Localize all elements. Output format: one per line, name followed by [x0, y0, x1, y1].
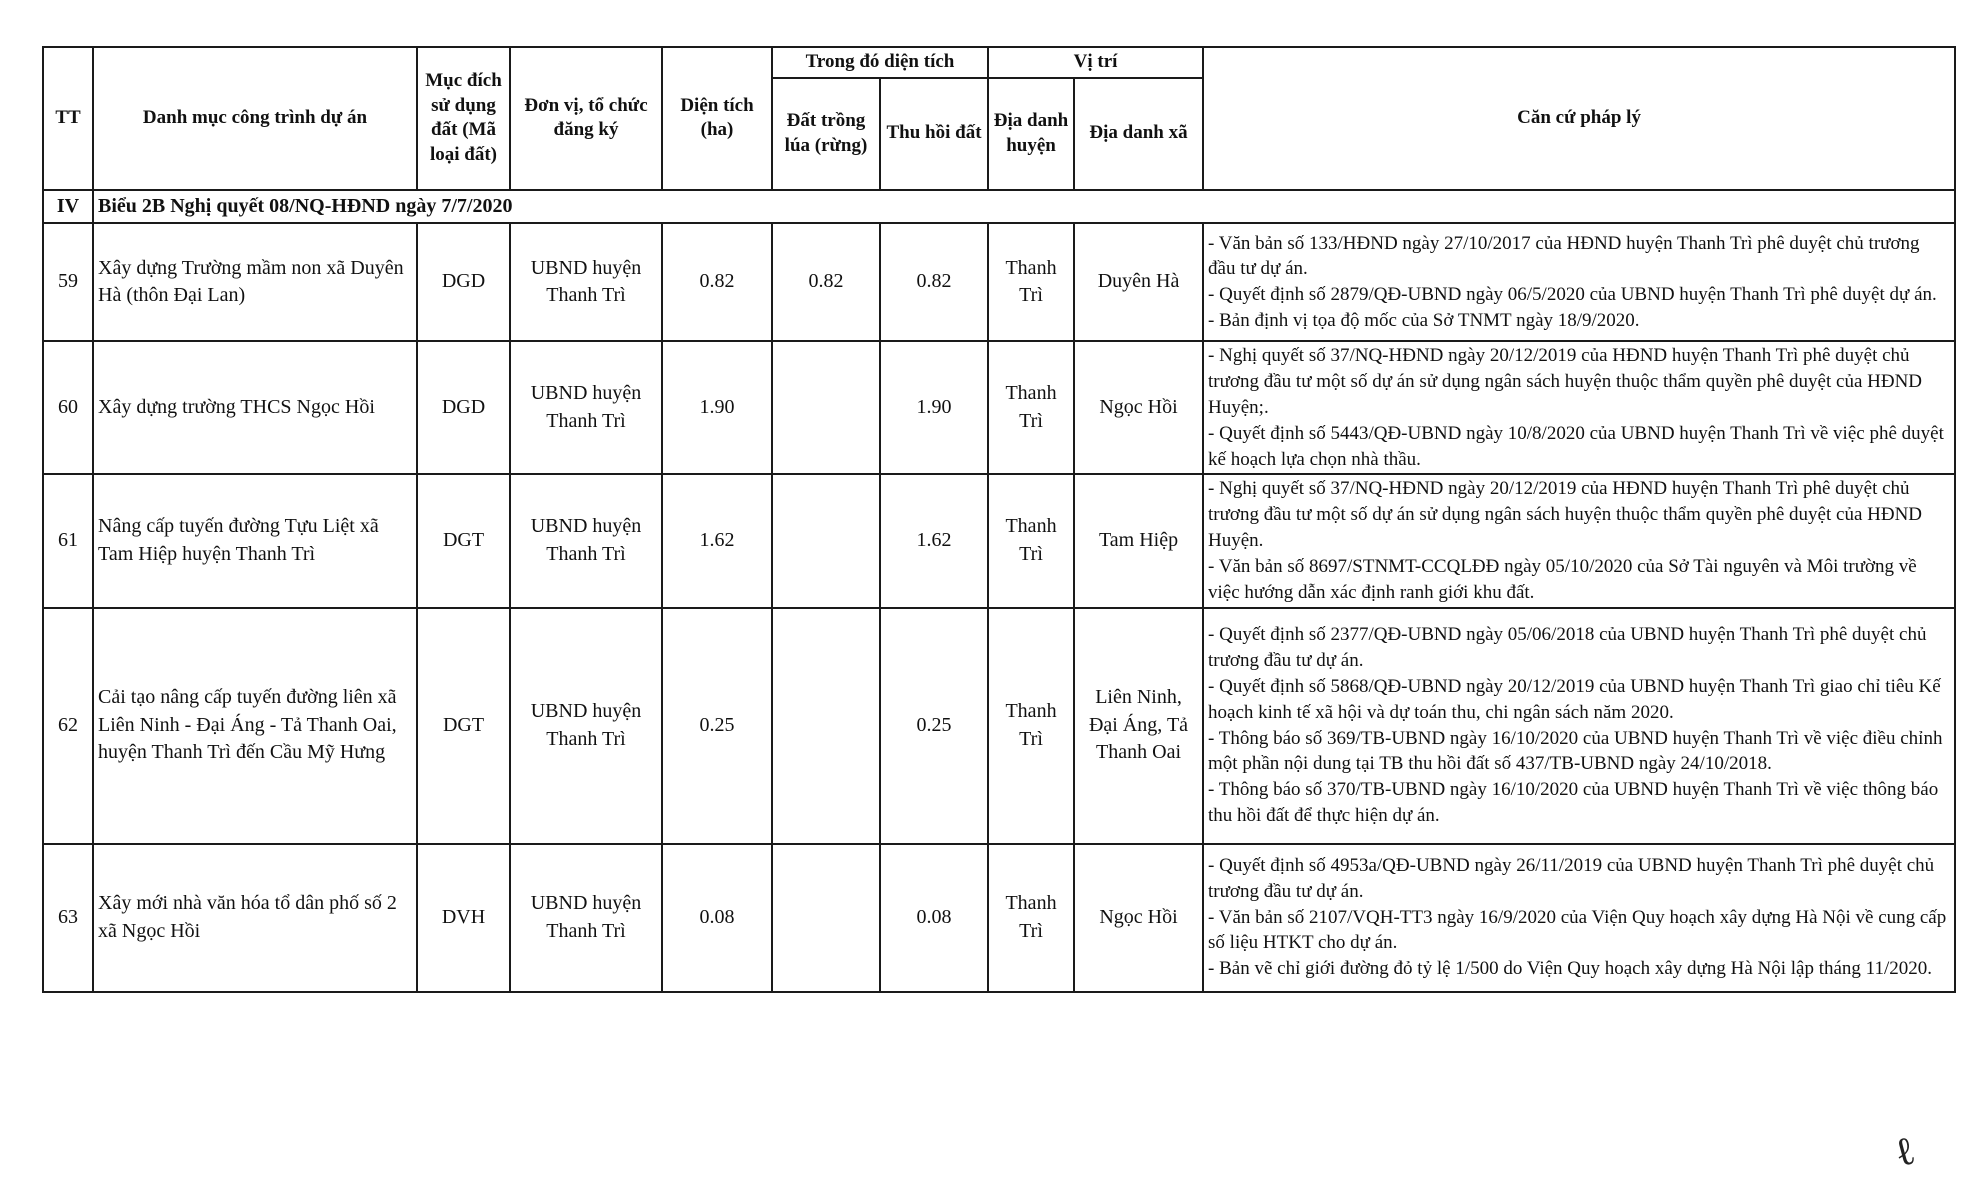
table-row: [43, 341, 1955, 474]
land-use-code: DGT: [417, 608, 510, 844]
registering-org: UBND huyện Thanh Trì: [510, 223, 662, 341]
district-name: Thanh Trì: [988, 223, 1074, 341]
project-name: Nâng cấp tuyến đường Tựu Liệt xã Tam Hiệp huyện Thanh Trì: [93, 474, 417, 607]
legal-basis: [1203, 608, 1955, 844]
legal-item: - Văn bản số 133/HĐND ngày 27/10/2017 của HĐND huyện Thanh Trì phê duyệt chủ trương đầu tư dự án.: [1208, 232, 1920, 280]
district-name: Thanh Trì: [988, 474, 1074, 607]
rice-land-area: [772, 341, 880, 474]
table-row: [43, 608, 1955, 844]
area-ha: 1.90: [662, 341, 772, 474]
land-use-code: DVH: [417, 844, 510, 992]
commune-name: Tam Hiệp: [1074, 474, 1203, 607]
header-group-location: Vị trí: [988, 47, 1203, 78]
registering-org: UBND huyện Thanh Trì: [510, 474, 662, 607]
table-row: [43, 474, 1955, 607]
recovered-land-area: 1.62: [880, 474, 988, 607]
header-area: Diện tích (ha): [662, 47, 772, 190]
legal-item: - Quyết định số 2879/QĐ-UBND ngày 06/5/2020 của UBND huyện Thanh Trì phê duyệt dự án.: [1208, 284, 1937, 306]
legal-item: - Văn bản số 8697/STNMT-CCQLĐĐ ngày 05/10/2020 của Sở Tài nguyên và Môi trường về việc hướng dẫn xác định ranh giới khu đất.: [1208, 555, 1917, 603]
legal-item: - Quyết định số 5868/QĐ-UBND ngày 20/12/2019 của UBND huyện Thanh Trì giao chỉ tiêu Kế hoạch kinh tế xã hội và dự toán thu, chi ngân sách năm 2020.: [1208, 675, 1941, 723]
legal-item: - Nghị quyết số 37/NQ-HĐND ngày 20/12/2019 của HĐND huyện Thanh Trì phê duyệt chủ trương đầu tư một số dự án sử dụng ngân sách huyện thuộc thẩm quyền phê duyệt của HĐND Huyện;.: [1208, 345, 1923, 418]
district-name: Thanh Trì: [988, 844, 1074, 992]
header-district: Địa danh huyện: [988, 78, 1074, 190]
area-ha: 1.62: [662, 474, 772, 607]
section-row: [43, 190, 1955, 224]
header-registering-org: Đơn vị, tổ chức đăng ký: [510, 47, 662, 190]
land-use-code: DGT: [417, 474, 510, 607]
project-name: Xây dựng Trường mầm non xã Duyên Hà (thôn Đại Lan): [93, 223, 417, 341]
project-name: Xây dựng trường THCS Ngọc Hồi: [93, 341, 417, 474]
rice-land-area: 0.82: [772, 223, 880, 341]
commune-name: Ngọc Hồi: [1074, 844, 1203, 992]
commune-name: Duyên Hà: [1074, 223, 1203, 341]
legal-basis: [1203, 844, 1955, 992]
commune-name: Liên Ninh, Đại Áng, Tả Thanh Oai: [1074, 608, 1203, 844]
legal-item: - Quyết định số 4953a/QĐ-UBND ngày 26/11/2019 của UBND huyện Thanh Trì phê duyệt chủ trương đầu tư dự án.: [1208, 854, 1935, 902]
rice-land-area: [772, 608, 880, 844]
district-name: Thanh Trì: [988, 608, 1074, 844]
table-row: [43, 223, 1955, 341]
recovered-land-area: 1.90: [880, 341, 988, 474]
handwritten-mark: ℓ: [1889, 1127, 1920, 1177]
legal-item: - Quyết định số 5443/QĐ-UBND ngày 10/8/2020 của UBND huyện Thanh Trì về việc phê duyệt kế hoạch lựa chọn nhà thầu.: [1208, 422, 1944, 470]
legal-item: - Quyết định số 2377/QĐ-UBND ngày 05/06/2018 của UBND huyện Thanh Trì phê duyệt chủ trương đầu tư dự án.: [1208, 624, 1927, 672]
legal-item: - Bản định vị tọa độ mốc của Sở TNMT ngày 18/9/2020.: [1208, 310, 1640, 332]
section-title: Biểu 2B Nghị quyết 08/NQ-HĐND ngày 7/7/2020: [93, 190, 1955, 224]
row-number: 61: [43, 474, 93, 607]
legal-item: - Văn bản số 2107/VQH-TT3 ngày 16/9/2020 của Viện Quy hoạch xây dựng Hà Nội về cung cấp số liệu HTKT cho dự án.: [1208, 906, 1947, 954]
legal-basis: [1203, 341, 1955, 474]
recovered-land-area: 0.82: [880, 223, 988, 341]
registering-org: UBND huyện Thanh Trì: [510, 608, 662, 844]
commune-name: Ngọc Hồi: [1074, 341, 1203, 474]
header-land-recovery: Thu hồi đất: [880, 78, 988, 190]
registering-org: UBND huyện Thanh Trì: [510, 341, 662, 474]
rice-land-area: [772, 844, 880, 992]
header-commune: Địa danh xã: [1074, 78, 1203, 190]
header-rice-land: Đất trồng lúa (rừng): [772, 78, 880, 190]
area-ha: 0.25: [662, 608, 772, 844]
table-row: [43, 844, 1955, 992]
row-number: 60: [43, 341, 93, 474]
section-number: IV: [43, 190, 93, 224]
row-number: 59: [43, 223, 93, 341]
header-project-name: Danh mục công trình dự án: [93, 47, 417, 190]
recovered-land-area: 0.25: [880, 608, 988, 844]
district-name: Thanh Trì: [988, 341, 1074, 474]
header-group-area: Trong đó diện tích: [772, 47, 988, 78]
header-tt: TT: [43, 47, 93, 190]
registering-org: UBND huyện Thanh Trì: [510, 844, 662, 992]
land-use-project-table: [42, 46, 1956, 993]
legal-basis: [1203, 474, 1955, 607]
legal-item: - Thông báo số 370/TB-UBND ngày 16/10/2020 của UBND huyện Thanh Trì về việc thông báo thu hồi đất để thực hiện dự án.: [1208, 779, 1939, 827]
header-land-purpose: Mục đích sử dụng đất (Mã loại đất): [417, 47, 510, 190]
rice-land-area: [772, 474, 880, 607]
legal-basis: [1203, 223, 1955, 341]
header-legal-basis: Căn cứ pháp lý: [1203, 47, 1955, 190]
land-use-code: DGD: [417, 223, 510, 341]
row-number: 62: [43, 608, 93, 844]
area-ha: 0.08: [662, 844, 772, 992]
project-name: Xây mới nhà văn hóa tổ dân phố số 2 xã Ngọc Hồi: [93, 844, 417, 992]
row-number: 63: [43, 844, 93, 992]
legal-item: - Thông báo số 369/TB-UBND ngày 16/10/2020 của UBND huyện Thanh Trì về việc điều chỉnh một phần nội dung tại TB thu hồi đất số 437/TB-UBND ngày 24/10/2018.: [1208, 727, 1943, 775]
legal-item: - Nghị quyết số 37/NQ-HĐND ngày 20/12/2019 của HĐND huyện Thanh Trì phê duyệt chủ trương đầu tư một số dự án sử dụng ngân sách huyện thuộc thẩm quyền phê duyệt của HĐND Huyện.: [1208, 478, 1923, 552]
legal-item: - Bản vẽ chỉ giới đường đỏ tỷ lệ 1/500 do Viện Quy hoạch xây dựng Hà Nội lập tháng 11/2020.: [1208, 958, 1932, 980]
area-ha: 0.82: [662, 223, 772, 341]
project-name: Cải tạo nâng cấp tuyến đường liên xã Liên Ninh - Đại Áng - Tả Thanh Oai, huyện Thanh Trì đến Cầu Mỹ Hưng: [93, 608, 417, 844]
land-use-code: DGD: [417, 341, 510, 474]
recovered-land-area: 0.08: [880, 844, 988, 992]
